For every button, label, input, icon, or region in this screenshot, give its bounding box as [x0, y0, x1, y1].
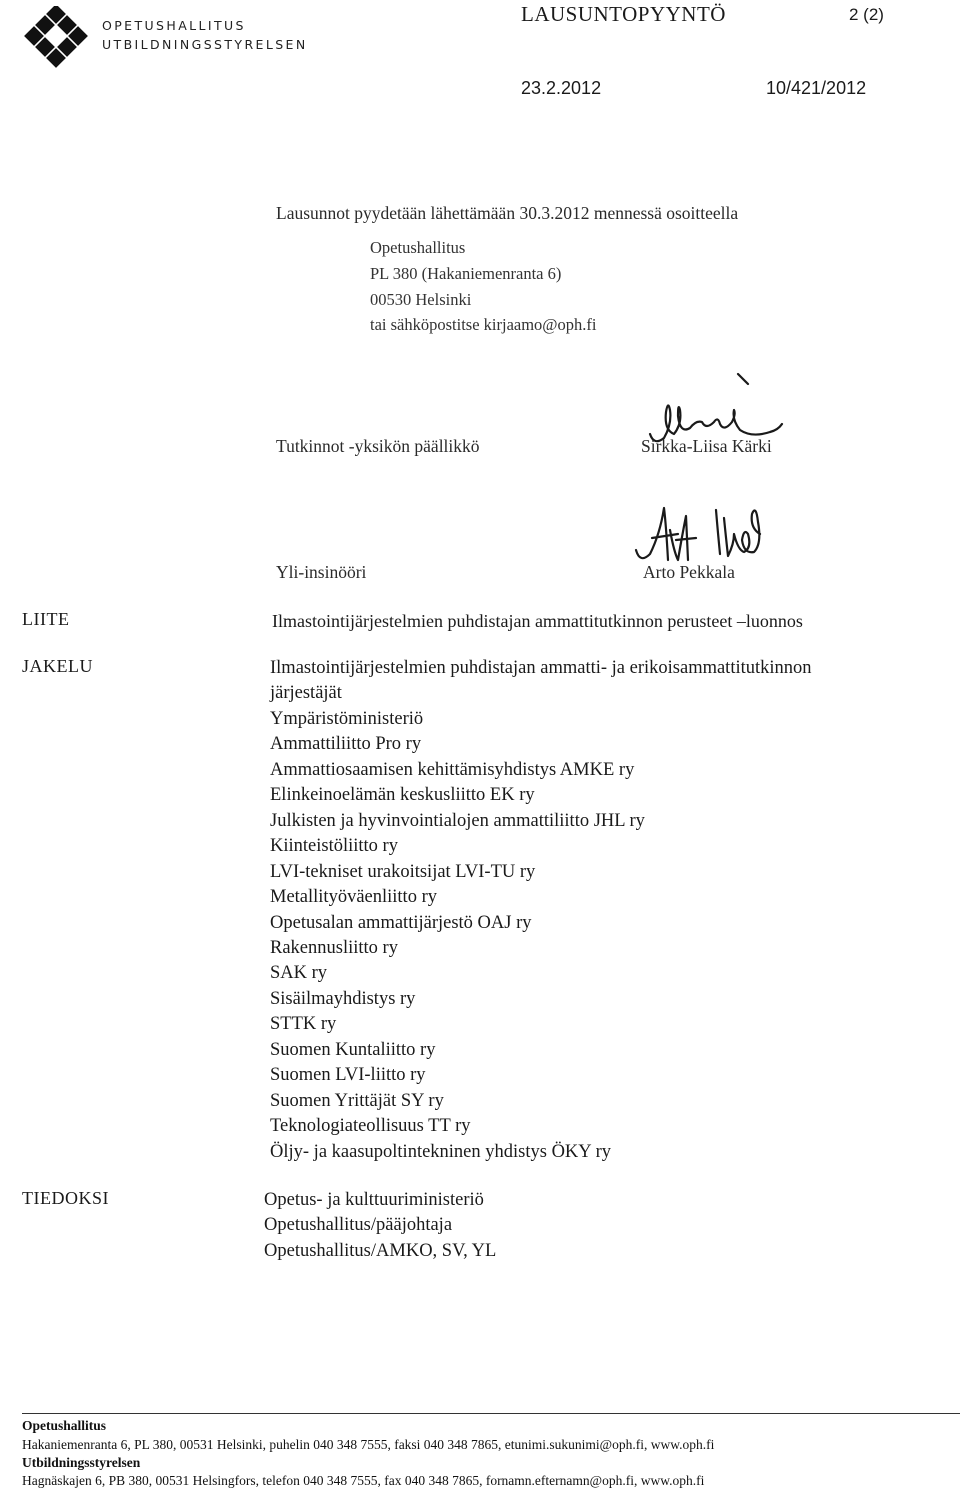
list-item: Suomen Yrittäjät SY ry	[270, 1090, 444, 1111]
section-label-liite: LIITE	[22, 609, 70, 629]
jakelu-list	[270, 656, 812, 1165]
diamond-grid-logo-icon	[24, 6, 88, 70]
footer-contact-fi: Hakaniemenranta 6, PL 380, 00531 Helsinki, puhelin 040 348 7555, faksi 040 348 7865, etunimi.sukunimi@oph.fi, www.oph.fi	[22, 1437, 715, 1452]
list-item: Suomen LVI-liitto ry	[270, 1065, 426, 1086]
address-line: 00530 Helsinki	[370, 290, 472, 309]
tiedoksi-list	[264, 1188, 496, 1264]
list-item: Opetus- ja kulttuuriministeriö	[264, 1190, 484, 1210]
address-email-line: tai sähköpostitse kirjaamo@oph.fi	[370, 315, 597, 334]
list-item: Ilmastointijärjestelmien puhdistajan ammatti- ja erikoisammattitutkinnon	[270, 658, 812, 678]
signer-name: Sirkka-Liisa Kärki	[641, 436, 772, 456]
document-reference: 10/421/2012	[766, 78, 867, 98]
list-item: SAK ry	[270, 963, 328, 984]
section-label-jakelu: JAKELU	[22, 656, 93, 676]
document-date: 23.2.2012	[521, 78, 602, 98]
section-label-tiedoksi: TIEDOKSI	[22, 1188, 109, 1208]
list-item: Opetusalan ammattijärjestö OAJ ry	[270, 912, 532, 933]
signer-title: Tutkinnot -yksikön päällikkö	[276, 436, 480, 456]
list-item: Elinkeinoelämän keskusliitto EK ry	[270, 785, 535, 806]
list-item: Teknologiateollisuus TT ry	[270, 1116, 471, 1137]
org-name-sv: UTBILDNINGSSTYRELSEN	[102, 37, 308, 52]
list-item: Ilmastointijärjestelmien puhdistajan ammattitutkinnon perusteet –luonnos	[272, 611, 803, 631]
list-item: Julkisten ja hyvinvointialojen ammattiliitto JHL ry	[270, 810, 645, 831]
list-item: STTK ry	[270, 1014, 337, 1035]
page-number: 2 (2)	[849, 5, 884, 24]
list-item: Ammattiliitto Pro ry	[270, 734, 422, 755]
list-item: Rakennusliitto ry	[270, 937, 398, 958]
list-item: Sisäilmayhdistys ry	[270, 988, 416, 1009]
list-item: Ympäristöministeriö	[270, 708, 424, 729]
list-item: Suomen Kuntaliitto ry	[270, 1039, 436, 1060]
liite-list	[272, 609, 803, 634]
list-item: Öljy- ja kaasupoltintekninen yhdistys ÖKY ry	[270, 1141, 612, 1162]
signer-title: Yli-insinööri	[276, 562, 367, 582]
document-type: LAUSUNTOPYYNTÖ	[521, 2, 726, 26]
list-item: Opetushallitus/pääjohtaja	[264, 1215, 453, 1236]
address-line: Opetushallitus	[370, 238, 466, 257]
list-item: LVI-tekniset urakoitsijat LVI-TU ry	[270, 861, 536, 882]
footer-org-sv: Utbildningsstyrelsen	[22, 1455, 141, 1470]
list-item: Ammattiosaamisen kehittämisyhdistys AMKE ry	[270, 759, 635, 780]
address-line: PL 380 (Hakaniemenranta 6)	[370, 264, 562, 283]
list-item: Metallityöväenliitto ry	[270, 887, 437, 908]
list-item: järjestäjät	[270, 683, 342, 704]
list-item: Kiinteistöliitto ry	[270, 836, 398, 857]
request-intro: Lausunnot pyydetään lähettämään 30.3.2012 mennessä osoitteella	[276, 203, 739, 223]
list-item: Opetushallitus/AMKO, SV, YL	[264, 1240, 497, 1261]
footer-contact-sv: Hagnäskajen 6, PB 380, 00531 Helsingfors, telefon 040 348 7555, fax 040 348 7865, fornamn.efternamn@oph.fi, www.oph.fi	[22, 1473, 705, 1488]
org-name-fi: OPETUSHALLITUS	[102, 18, 246, 33]
footer-org-fi: Opetushallitus	[22, 1418, 107, 1433]
footer-divider	[22, 1413, 960, 1414]
signer-name: Arto Pekkala	[643, 562, 735, 582]
